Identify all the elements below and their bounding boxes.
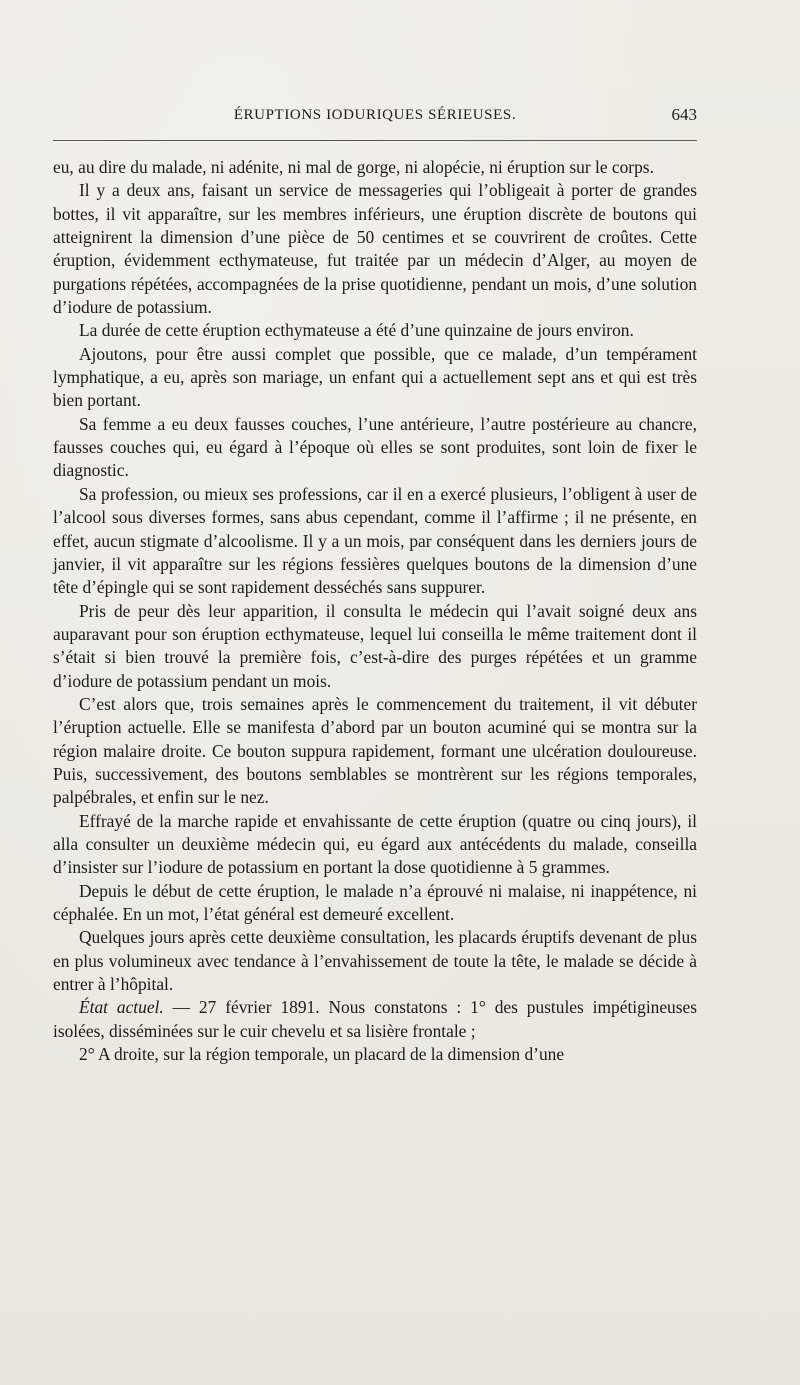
etat-paragraph (53, 996, 697, 1043)
header-rule (53, 140, 697, 141)
paragraph: Sa profession, ou mieux ses professions, car il en a exercé plusieurs, l’obligent à user de l’alcool sous diverses formes, sans abus cependant, comme il l’affirme ; il ne présente, en effet, aucun stigmate d’alcoolisme. Il y a un mois, par conséquent dans les derniers jours de janvier, il vit apparaître sur les régions fessières quelques boutons de la dimension d’une tête d’épingle qui se sont rapidement desséchés sans suppurer. (53, 483, 697, 598)
paragraph: C’est alors que, trois semaines après le commencement du traitement, il vit débuter l’éruption actuelle. Elle se manifesta d’abord par un bouton acuminé qui se montra sur la région malaire droite. Ce bouton suppura rapidement, formant une ulcération douloureuse. Puis, successivement, des boutons semblables se montrèrent sur les régions temporales, palpébrales, et enfin sur le nez. (53, 693, 697, 808)
paragraph: Ajoutons, pour être aussi complet que possible, que ce malade, d’un tempérament lymphatique, a eu, après son mariage, un enfant qui a actuellement sept ans et qui est très bien portant. (53, 343, 697, 411)
paragraph: 2° A droite, sur la région temporale, un placard de la dimension d’une (79, 1044, 565, 1065)
paragraph: Quelques jours après cette deuxième consultation, les placards éruptifs devenant de plus en plus volumineux avec tendance à l’envahissement de toute la tête, le malade se décide à entrer à l’hôpital. (53, 927, 697, 995)
running-title: ÉRUPTIONS IODURIQUES SÉRIEUSES. (233, 107, 517, 123)
paragraph: La durée de cette éruption ecthymateuse a été d’une quinzaine de jours environ. (79, 320, 634, 341)
etat-text: — 27 février 1891. Nous constatons : 1° des pustules impétigineuses isolées, disséminées sur le cuir chevelu et sa lisière frontale ; (53, 997, 698, 1041)
paragraph: Il y a deux ans, faisant un service de messageries qui l’obligeait à porter de grandes bottes, il vit apparaître, sur les membres inférieurs, une éruption discrète de boutons qui atteignirent la dimension d’une pièce de 50 centimes et se couvrirent de croûtes. Cette éruption, évidemment ecthymateuse, fut traitée par un médecin d’Alger, au moyen de purgations répétées, accompagnées de la prise quotidienne, pendant un mois, d’une solution d’iodure de potassium. (53, 180, 697, 318)
paragraph: Effrayé de la marche rapide et envahissante de cette éruption (quatre ou cinq jours), il alla consulter un deuxième médecin qui, eu égard aux antécédents du malade, conseilla d’insister sur l’iodure de potassium en portant la dose quotidienne à 5 grammes. (53, 810, 697, 878)
running-head (53, 104, 697, 128)
paragraph: Depuis le début de cette éruption, le malade n’a éprouvé ni malaise, ni inappétence, ni céphalée. En un mot, l’état général est demeuré excellent. (53, 880, 697, 924)
etat-lead: État actuel. (79, 997, 164, 1018)
paragraph: Sa femme a eu deux fausses couches, l’une antérieure, l’autre postérieure au chancre, fausses couches qui, eu égard à l’époque où elles se sont produites, sont loin de fixer le diagnostic. (53, 413, 697, 481)
paragraph: eu, au dire du malade, ni adénite, ni mal de gorge, ni alopécie, ni éruption sur le corps. (53, 157, 654, 177)
paragraph: Pris de peur dès leur apparition, il consulta le médecin qui l’avait soigné deux ans auparavant pour son éruption ecthymateuse, lequel lui conseilla le même traitement dont il s’était si bien trouvé la première fois, c’est-à-dire des purges répétées et un gramme d’iodure de potassium pendant un mois. (53, 600, 697, 691)
page-number: 643 (671, 105, 697, 124)
body-text (53, 156, 697, 1066)
